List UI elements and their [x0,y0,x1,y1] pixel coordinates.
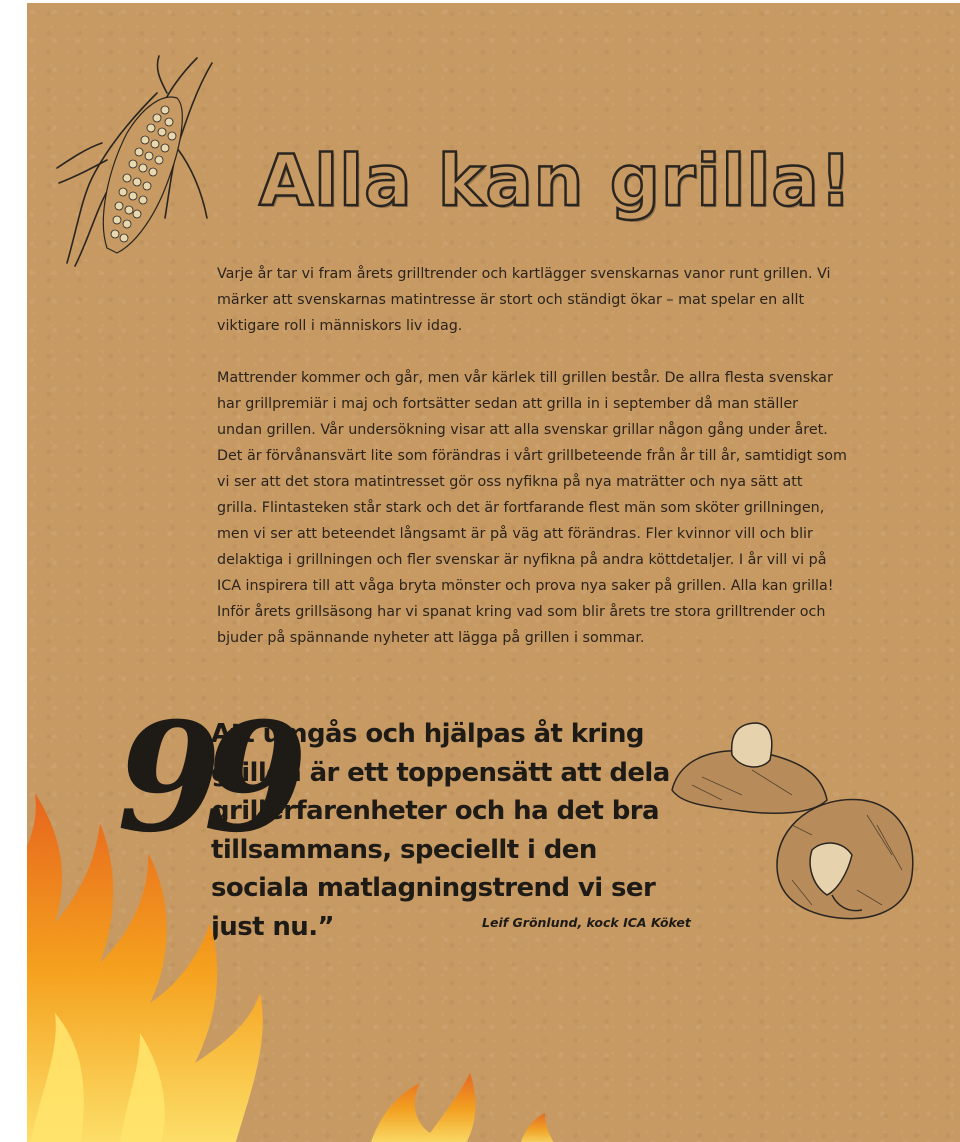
mushroom-illustration [662,715,922,935]
corn-illustration [47,48,227,278]
page-title: Alla kan grilla! [259,140,853,222]
flame-illustration [27,773,560,1142]
paragraph-intro: Varje år tar vi fram årets grilltrender och kartlägger svenskarnas vanor runt grillen. Vi märker att svenskarnas matintresse är stort och ständigt ökar – mat spelar en allt viktigare roll i människors liv idag. [217,266,831,334]
document-page [27,3,960,1142]
pull-quote: Att umgås och hjälpas åt kring grillen är ett toppensätt att dela grillerfarenheter och ha det bra tillsammans, speciellt i den sociala matlagningstrend vi ser just nu.” [211,719,670,942]
paragraph-main: Mattrender kommer och går, men vår kärlek till grillen består. De allra flesta svenskar har grillpremiär i maj och fortsätter sedan att grilla in i september då man ställer undan grillen. Vår undersökning visar att alla svenskar grillar någon gång under året. Det är förvånansvärt lite som förändras i vårt grillbeteende från år till år, samtidigt som vi ser att det stora matintresset gör oss nyfikna på nya maträtter och nya sätt att grilla. Flintasteken står stark och det är fortfarande flest män som sköter grillningen, men vi ser att beteendet långsamt är på väg att förändras. Fler kvinnor vill och blir delaktiga i grillningen och fler svenskar är nyfikna på andra köttdetaljer. I år vill vi på ICA inspirera till att våga bryta mönster och prova nya saker på grillen. Alla kan grilla! Inför årets grillsäsong har vi spanat kring vad som blir årets tre stora grilltrender och bjuder på spännande nyheter att lägga på grillen i sommar. [217,370,847,646]
quote-mark-icon: 99 [117,690,290,866]
quote-attribution: Leif Grönlund, kock ICA Köket [482,915,691,930]
body-text [217,261,847,651]
